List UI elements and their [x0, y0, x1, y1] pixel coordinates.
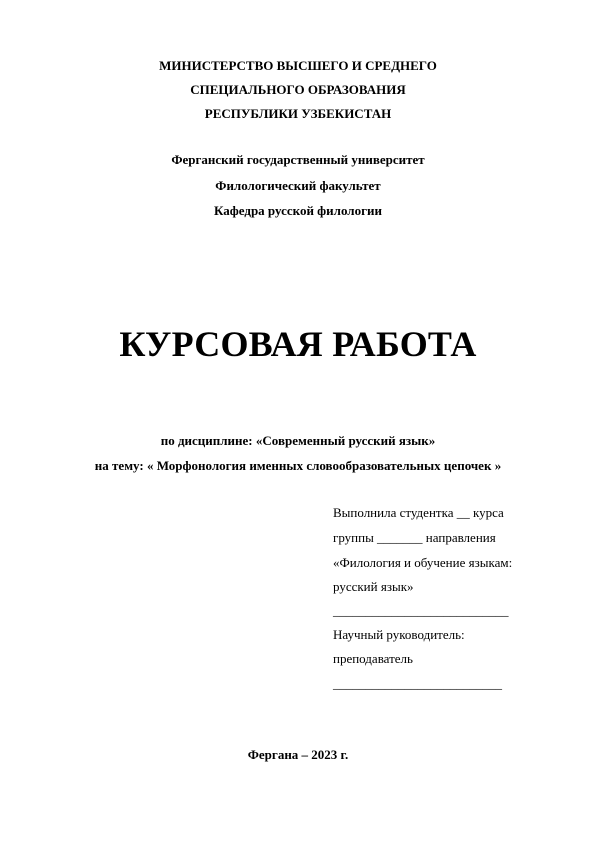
ministry-line-2: СПЕЦИАЛЬНОГО ОБРАЗОВАНИЯ: [190, 82, 406, 97]
ministry-line-1: МИНИСТЕРСТВО ВЫСШЕГО И СРЕДНЕГО: [159, 58, 437, 73]
group-line: группы _______ направления: [333, 530, 496, 545]
university-name: Ферганский государственный университет: [171, 152, 425, 167]
discipline-line: по дисциплине: «Современный русский язык»: [160, 433, 436, 448]
direction-line-2: русский язык»: [333, 579, 414, 594]
student-signature-line: ___________________________: [333, 603, 509, 618]
student-line: Выполнила студентка __ курса: [333, 505, 504, 520]
supervisor-signature-line: __________________________: [333, 676, 502, 691]
topic-line: на тему: « Морфонология именных словообразовательных цепочек »: [94, 458, 502, 473]
supervisor-label: Научный руководитель:: [333, 627, 465, 642]
faculty-name: Филологический факультет: [215, 178, 381, 193]
supervisor-position: преподаватель: [333, 651, 413, 666]
ministry-line-3: РЕСПУБЛИКИ УЗБЕКИСТАН: [204, 106, 392, 121]
document-title: КУРСОВАЯ РАБОТА: [119, 324, 477, 364]
direction-line-1: «Филология и обучение языкам:: [333, 555, 513, 570]
city-year: Фергана – 2023 г.: [247, 747, 349, 762]
department-name: Кафедра русской филологии: [214, 203, 382, 218]
